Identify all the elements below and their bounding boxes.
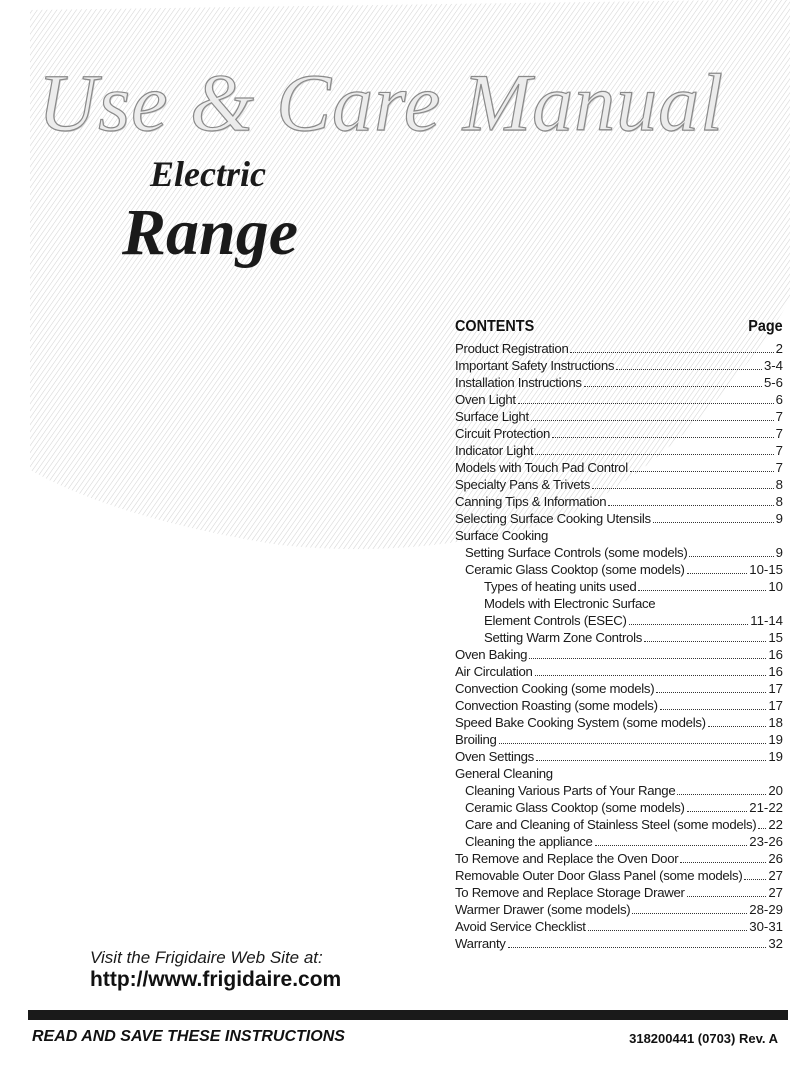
toc-leader-dots <box>656 680 766 693</box>
contents-heading: CONTENTS <box>455 318 535 335</box>
toc-leader-dots <box>744 867 766 880</box>
toc-entry <box>455 527 783 544</box>
toc-entry-page: 10 <box>768 579 783 594</box>
contents-header <box>455 318 783 340</box>
toc-leader-dots <box>592 476 774 489</box>
toc-leader-dots <box>552 425 774 438</box>
toc-entry <box>455 612 783 629</box>
toc-entry-page: 16 <box>768 664 783 679</box>
toc-leader-dots <box>595 833 748 846</box>
toc-entry-page: 32 <box>768 936 783 951</box>
toc-entry-page: 6 <box>775 392 783 407</box>
toc-entry <box>455 935 783 952</box>
toc-entry <box>455 918 783 935</box>
toc-entry-page: 22 <box>768 817 783 832</box>
toc-leader-dots <box>535 663 767 676</box>
toc-leader-dots <box>616 357 762 370</box>
toc-entry-label: Warmer Drawer (some models) <box>455 902 631 917</box>
toc-leader-dots <box>499 731 767 744</box>
toc-entry-page: 3-4 <box>763 358 783 373</box>
toc-entry-label: Cleaning the appliance <box>465 834 593 849</box>
website-url: http://www.frigidaire.com <box>90 968 342 991</box>
toc-entry-page: 7 <box>775 426 783 441</box>
toc-leader-dots <box>660 697 767 710</box>
website-visit-text: Visit the Frigidaire Web Site at: <box>90 948 323 967</box>
toc-entry <box>455 697 783 714</box>
toc-entry <box>455 646 783 663</box>
toc-leader-dots <box>536 748 766 761</box>
toc-entry-label: Selecting Surface Cooking Utensils <box>455 511 651 526</box>
toc-entry <box>455 901 783 918</box>
toc-entry <box>455 459 783 476</box>
toc-entry-label: Models with Electronic Surface <box>484 596 656 611</box>
toc-entry-list <box>455 340 783 952</box>
toc-leader-dots <box>608 493 773 506</box>
toc-entry-label: Product Registration <box>455 341 569 356</box>
toc-entry-page: 15 <box>768 630 783 645</box>
toc-entry-label: Circuit Protection <box>455 426 551 441</box>
toc-entry-label: Installation Instructions <box>455 375 582 390</box>
toc-entry-label: General Cleaning <box>455 766 553 781</box>
toc-entry <box>455 408 783 425</box>
read-save-instructions: READ AND SAVE THESE INSTRUCTIONS <box>32 1028 345 1045</box>
toc-entry-label: Surface Light <box>455 409 529 424</box>
toc-entry-page: 17 <box>768 681 783 696</box>
product-type: Electric <box>150 154 266 194</box>
part-number: 318200441 (0703) Rev. A <box>629 1031 778 1046</box>
toc-leader-dots <box>687 561 748 574</box>
toc-entry-page: 26 <box>768 851 783 866</box>
toc-leader-dots <box>518 391 774 404</box>
toc-entry <box>455 663 783 680</box>
toc-leader-dots <box>529 646 766 659</box>
toc-entry-label: To Remove and Replace Storage Drawer <box>455 885 685 900</box>
toc-entry-page: 21-22 <box>749 800 783 815</box>
toc-entry <box>455 833 783 850</box>
toc-entry <box>455 680 783 697</box>
toc-leader-dots <box>638 578 766 591</box>
toc-leader-dots <box>508 935 767 948</box>
toc-leader-dots <box>531 408 774 421</box>
toc-entry-page: 27 <box>768 868 783 883</box>
toc-leader-dots <box>584 374 762 387</box>
product-name: Range <box>122 196 299 269</box>
toc-entry-label: Setting Surface Controls (some models) <box>465 545 688 560</box>
toc-entry-page: 7 <box>775 443 783 458</box>
manual-title: Use & Care Manual <box>38 57 724 148</box>
toc-entry <box>455 561 783 578</box>
toc-entry <box>455 340 783 357</box>
toc-leader-dots <box>629 612 749 625</box>
toc-entry-label: Ceramic Glass Cooktop (some models) <box>465 800 685 815</box>
toc-entry <box>455 714 783 731</box>
toc-entry-label: Important Safety Instructions <box>455 358 615 373</box>
toc-entry-page: 30-31 <box>749 919 783 934</box>
toc-entry-page: 11-14 <box>750 613 783 628</box>
toc-entry-label: Oven Settings <box>455 749 534 764</box>
toc-entry <box>455 374 783 391</box>
toc-leader-dots <box>708 714 767 727</box>
toc-entry-label: Ceramic Glass Cooktop (some models) <box>465 562 685 577</box>
toc-entry <box>455 629 783 646</box>
toc-entry-label: Oven Light <box>455 392 516 407</box>
toc-entry-page: 5-6 <box>763 375 783 390</box>
toc-entry <box>455 578 783 595</box>
toc-entry-label: Convection Roasting (some models) <box>455 698 658 713</box>
toc-entry <box>455 544 783 561</box>
toc-entry-label: Types of heating units used <box>484 579 637 594</box>
toc-leader-dots <box>687 799 748 812</box>
toc-entry <box>455 510 783 527</box>
toc-entry <box>455 731 783 748</box>
toc-entry-page: 16 <box>768 647 783 662</box>
toc-leader-dots <box>630 459 774 472</box>
toc-entry <box>455 425 783 442</box>
toc-entry <box>455 748 783 765</box>
toc-entry-page: 18 <box>768 715 783 730</box>
toc-entry-page: 28-29 <box>749 902 783 917</box>
toc-entry-label: Canning Tips & Information <box>455 494 607 509</box>
toc-entry <box>455 884 783 901</box>
toc-entry <box>455 476 783 493</box>
toc-leader-dots <box>680 850 766 863</box>
toc-entry-label: Specialty Pans & Trivets <box>455 477 590 492</box>
toc-leader-dots <box>535 442 773 455</box>
toc-entry-label: Air Circulation <box>455 664 533 679</box>
footer-rule <box>28 1010 788 1020</box>
toc-entry-label: Speed Bake Cooking System (some models) <box>455 715 706 730</box>
toc-leader-dots <box>588 918 748 931</box>
toc-entry <box>455 765 783 782</box>
toc-entry-label: Cleaning Various Parts of Your Range <box>465 783 676 798</box>
toc-entry-label: Indicator Light <box>455 443 534 458</box>
toc-entry <box>455 850 783 867</box>
page-heading: Page <box>748 318 783 335</box>
toc-entry-page: 9 <box>775 545 783 560</box>
toc-entry-label: Setting Warm Zone Controls <box>484 630 643 645</box>
toc-entry-page: 8 <box>775 494 783 509</box>
toc-entry <box>455 816 783 833</box>
toc-entry-label: Removable Outer Door Glass Panel (some models) <box>455 868 743 883</box>
toc-entry-label: Warranty <box>455 936 506 951</box>
toc-leader-dots <box>689 544 773 557</box>
toc-entry-page: 19 <box>768 749 783 764</box>
toc-entry-label: Element Controls (ESEC) <box>484 613 627 628</box>
toc-entry <box>455 799 783 816</box>
toc-entry-page: 23-26 <box>749 834 783 849</box>
toc-entry-label: Models with Touch Pad Control <box>455 460 628 475</box>
toc-entry-label: Surface Cooking <box>455 528 548 543</box>
toc-entry-page: 19 <box>768 732 783 747</box>
toc-leader-dots <box>644 629 766 642</box>
toc-leader-dots <box>677 782 766 795</box>
toc-entry-label: Oven Baking <box>455 647 528 662</box>
toc-entry <box>455 595 783 612</box>
toc-entry <box>455 493 783 510</box>
toc-leader-dots <box>687 884 767 897</box>
toc-entry-label: Care and Cleaning of Stainless Steel (some models) <box>465 817 757 832</box>
toc-entry <box>455 442 783 459</box>
toc-entry-page: 9 <box>775 511 783 526</box>
toc-entry-page: 8 <box>775 477 783 492</box>
toc-entry-page: 7 <box>775 460 783 475</box>
toc-entry-page: 17 <box>768 698 783 713</box>
toc-entry <box>455 867 783 884</box>
toc-entry <box>455 357 783 374</box>
toc-entry-page: 2 <box>775 341 783 356</box>
toc-entry-page: 10-15 <box>749 562 783 577</box>
toc-entry <box>455 391 783 408</box>
toc-leader-dots <box>632 901 747 914</box>
toc-entry-page: 27 <box>768 885 783 900</box>
toc-entry-page: 20 <box>768 783 783 798</box>
toc-leader-dots <box>570 340 773 353</box>
toc-entry-label: Broiling <box>455 732 497 747</box>
toc-entry-label: Convection Cooking (some models) <box>455 681 655 696</box>
toc-entry-label: Avoid Service Checklist <box>455 919 586 934</box>
toc-entry <box>455 782 783 799</box>
toc-leader-dots <box>758 816 766 829</box>
toc-entry-page: 7 <box>775 409 783 424</box>
table-of-contents <box>455 318 783 952</box>
toc-leader-dots <box>653 510 774 523</box>
toc-entry-label: To Remove and Replace the Oven Door <box>455 851 679 866</box>
